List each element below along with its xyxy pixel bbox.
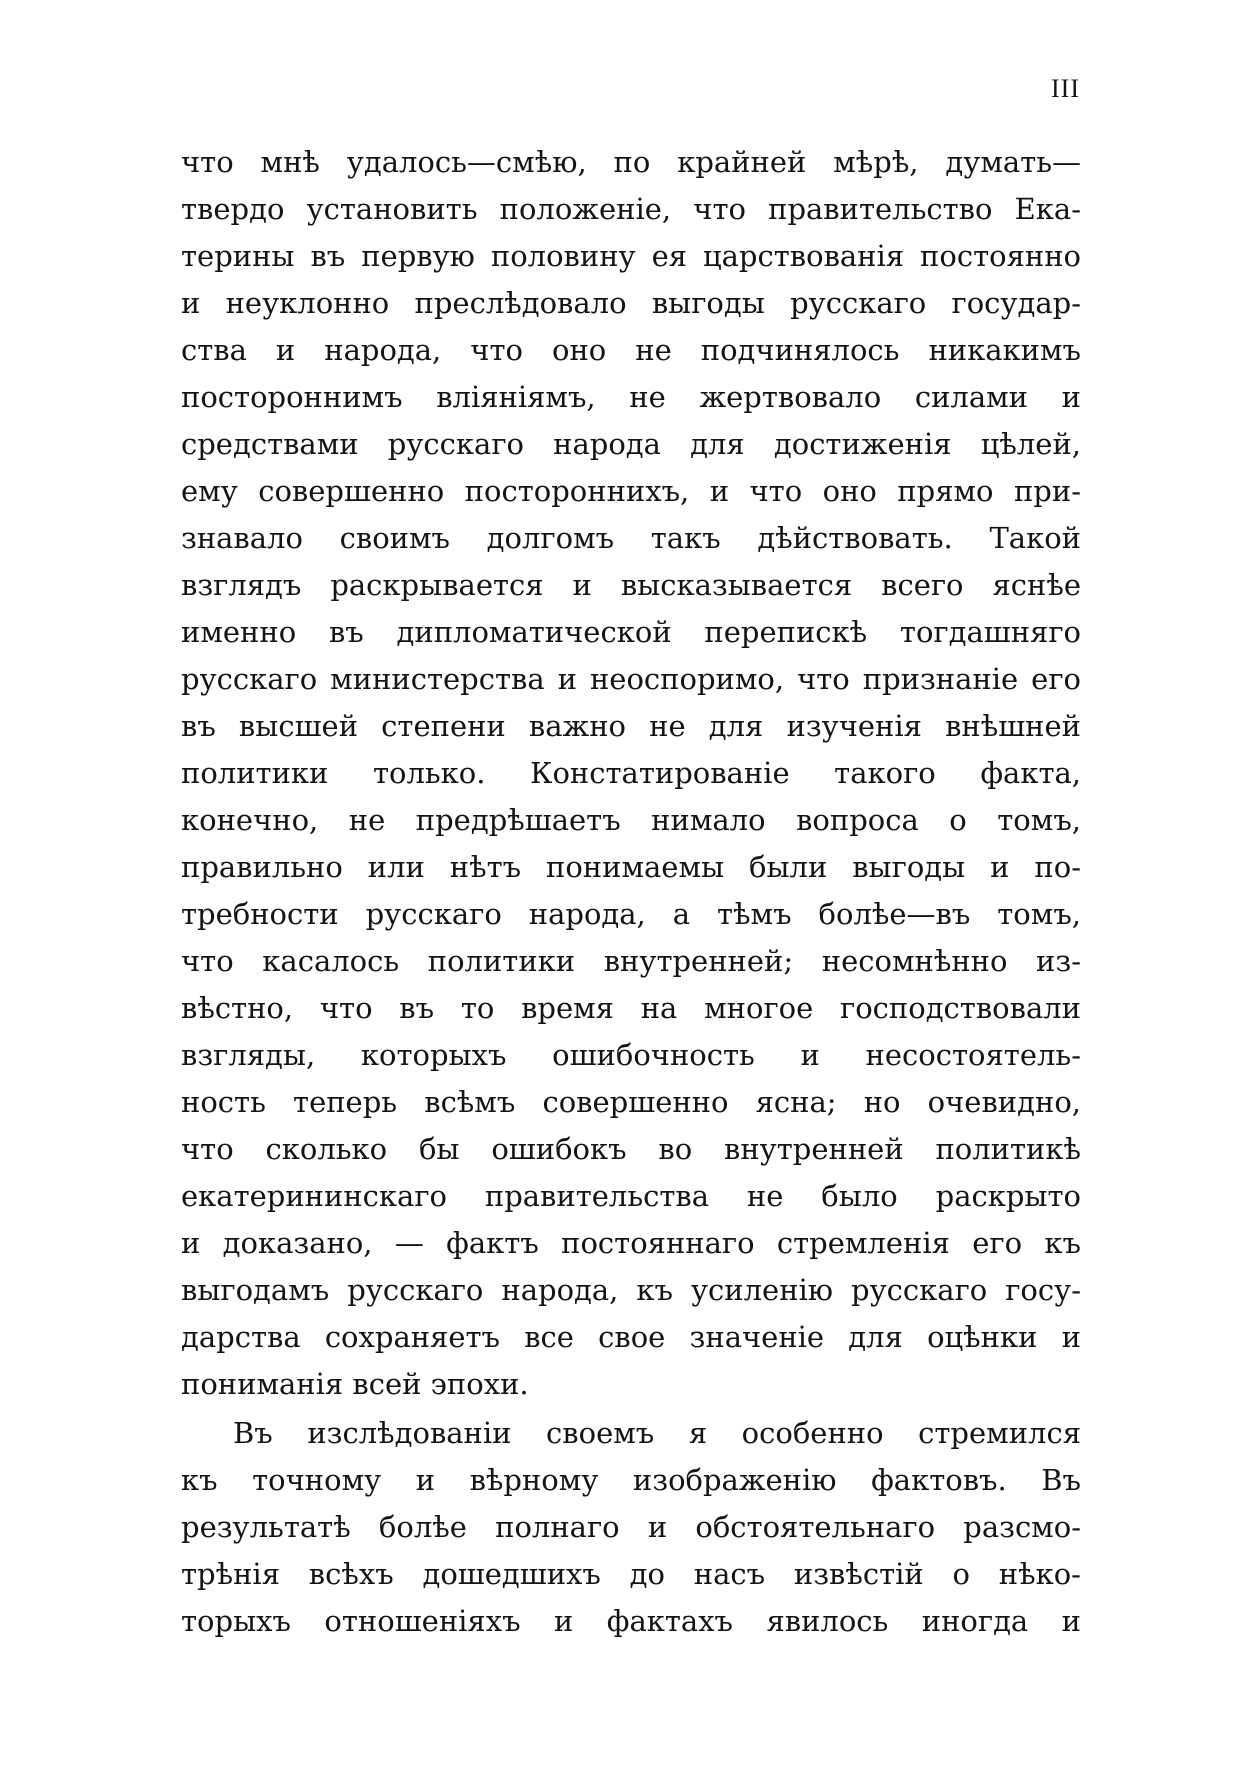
text-line: дарства сохраняетъ все свое значеніе для оцѣнки и <box>181 1320 1081 1354</box>
text-line: вѣстно, что въ то время на многое господствовали <box>181 991 1081 1025</box>
text-line: трѣнія всѣхъ дошедшихъ до насъ извѣстій о нѣко- <box>181 1557 1081 1591</box>
text-line: терины въ первую половину ея царствованія постоянно <box>181 239 1081 273</box>
text-line: требности русскаго народа, а тѣмъ болѣе—въ томъ, <box>181 897 1081 931</box>
text-line: средствами русскаго народа для достиженія цѣлей, <box>181 427 1081 461</box>
text-line: что мнѣ удалось—смѣю, по крайней мѣрѣ, думать— <box>181 145 1081 179</box>
text-line: екатерининскаго правительства не было раскрыто <box>181 1179 1081 1213</box>
text-line: правильно или нѣтъ понимаемы были выгоды и по- <box>181 850 1081 884</box>
text-line: постороннимъ вліяніямъ, не жертвовало силами и <box>181 380 1081 414</box>
text-line: политики только. Констатированіе такого факта, <box>181 756 1081 790</box>
text-line: выгодамъ русскаго народа, къ усиленію русскаго госу- <box>181 1273 1081 1307</box>
text-line: результатѣ болѣе полнаго и обстоятельнаго разсмо- <box>181 1510 1081 1544</box>
text-line: Въ изслѣдованіи своемъ я особенно стремился <box>233 1416 1081 1450</box>
text-line: конечно, не предрѣшаетъ нимало вопроса о томъ, <box>181 803 1081 837</box>
text-line: къ точному и вѣрному изображенію фактовъ. Въ <box>181 1463 1081 1497</box>
text-line: знавало своимъ долгомъ такъ дѣйствовать. Такой <box>181 521 1081 555</box>
text-line: и доказано, — фактъ постояннаго стремленія его къ <box>181 1226 1081 1260</box>
text-line: твердо установить положеніе, что правительство Ека- <box>181 192 1081 226</box>
paragraph-2 <box>181 1410 1081 1645</box>
text-line: именно въ дипломатической перепискѣ тогдашняго <box>181 615 1081 649</box>
text-line: что сколько бы ошибокъ во внутренней политикѣ <box>181 1132 1081 1166</box>
body-text <box>181 139 1081 1645</box>
text-line: ему совершенно постороннихъ, и что оно прямо при- <box>181 474 1081 508</box>
text-line: взгляды, которыхъ ошибочность и несостоятель- <box>181 1038 1081 1072</box>
text-line: и неуклонно преслѣдовало выгоды русскаго государ- <box>181 286 1081 320</box>
text-line: въ высшей степени важно не для изученія внѣшней <box>181 709 1081 743</box>
text-line: торыхъ отношеніяхъ и фактахъ явилось иногда и <box>181 1604 1081 1638</box>
text-line: ность теперь всѣмъ совершенно ясна; но очевидно, <box>181 1085 1081 1119</box>
text-line: русскаго министерства и неоспоримо, что признаніе его <box>181 662 1081 696</box>
text-line: взглядъ раскрывается и высказывается всего яснѣе <box>181 568 1081 602</box>
text-line: пониманія всей эпохи. <box>181 1367 529 1401</box>
text-line: ства и народа, что оно не подчинялось никакимъ <box>181 333 1081 367</box>
paragraph-1 <box>181 139 1081 1408</box>
page-number: III <box>1051 74 1080 103</box>
text-line: что касалось политики внутренней; несомнѣнно из- <box>181 944 1081 978</box>
